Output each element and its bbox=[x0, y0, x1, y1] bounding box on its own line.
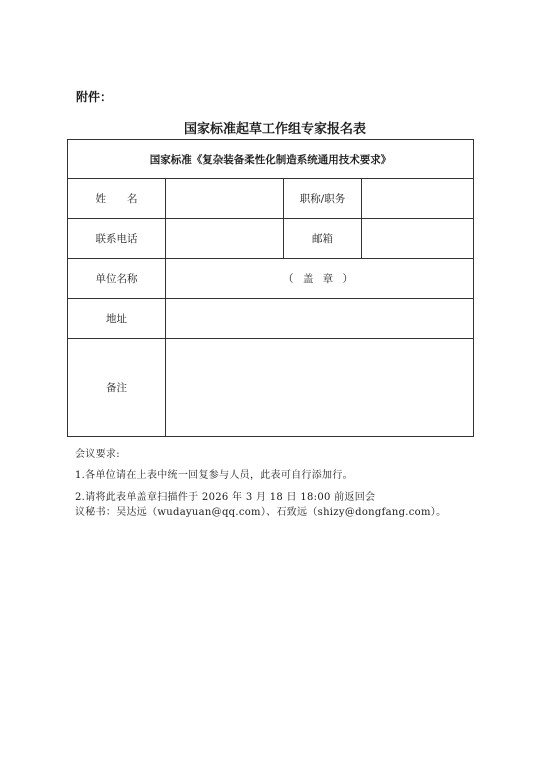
job-title-field[interactable] bbox=[362, 179, 474, 219]
organization-label: 单位名称 bbox=[68, 259, 166, 299]
table-header: 国家标准《复杂装备柔性化制造系统通用技术要求》 bbox=[68, 140, 474, 179]
attachment-label: 附件： bbox=[76, 90, 113, 104]
organization-field[interactable] bbox=[166, 259, 474, 299]
note-item-2-line-2: 议秘书：吴达远（wudayuan@qq.com）、石致远（shizy@dongfang.com）。 bbox=[75, 507, 447, 518]
job-title-label: 职称/职务 bbox=[284, 179, 362, 219]
name-field[interactable] bbox=[166, 179, 284, 219]
name-label: 姓 名 bbox=[68, 179, 166, 219]
address-field[interactable] bbox=[166, 299, 474, 339]
seal-label: （ 盖 章 ） bbox=[282, 273, 356, 285]
notes-heading: 会议要求: bbox=[75, 449, 120, 460]
address-label: 地址 bbox=[68, 299, 166, 339]
note-item-1: 1.各单位请在上表中统一回复参与人员，此表可自行添加行。 bbox=[75, 470, 353, 481]
phone-label: 联系电话 bbox=[68, 219, 166, 259]
phone-field[interactable] bbox=[166, 219, 284, 259]
form-title: 国家标准起草工作组专家报名表 bbox=[183, 122, 366, 137]
email-label: 邮箱 bbox=[284, 219, 362, 259]
email-field[interactable] bbox=[362, 219, 474, 259]
note-item-2-line-1: 2.请将此表单盖章扫描件于 2026 年 3 月 18 日 18:00 前返回会 bbox=[75, 492, 376, 503]
remarks-label: 备注 bbox=[68, 339, 166, 437]
remarks-field[interactable] bbox=[166, 339, 474, 437]
registration-form-table bbox=[67, 139, 474, 437]
